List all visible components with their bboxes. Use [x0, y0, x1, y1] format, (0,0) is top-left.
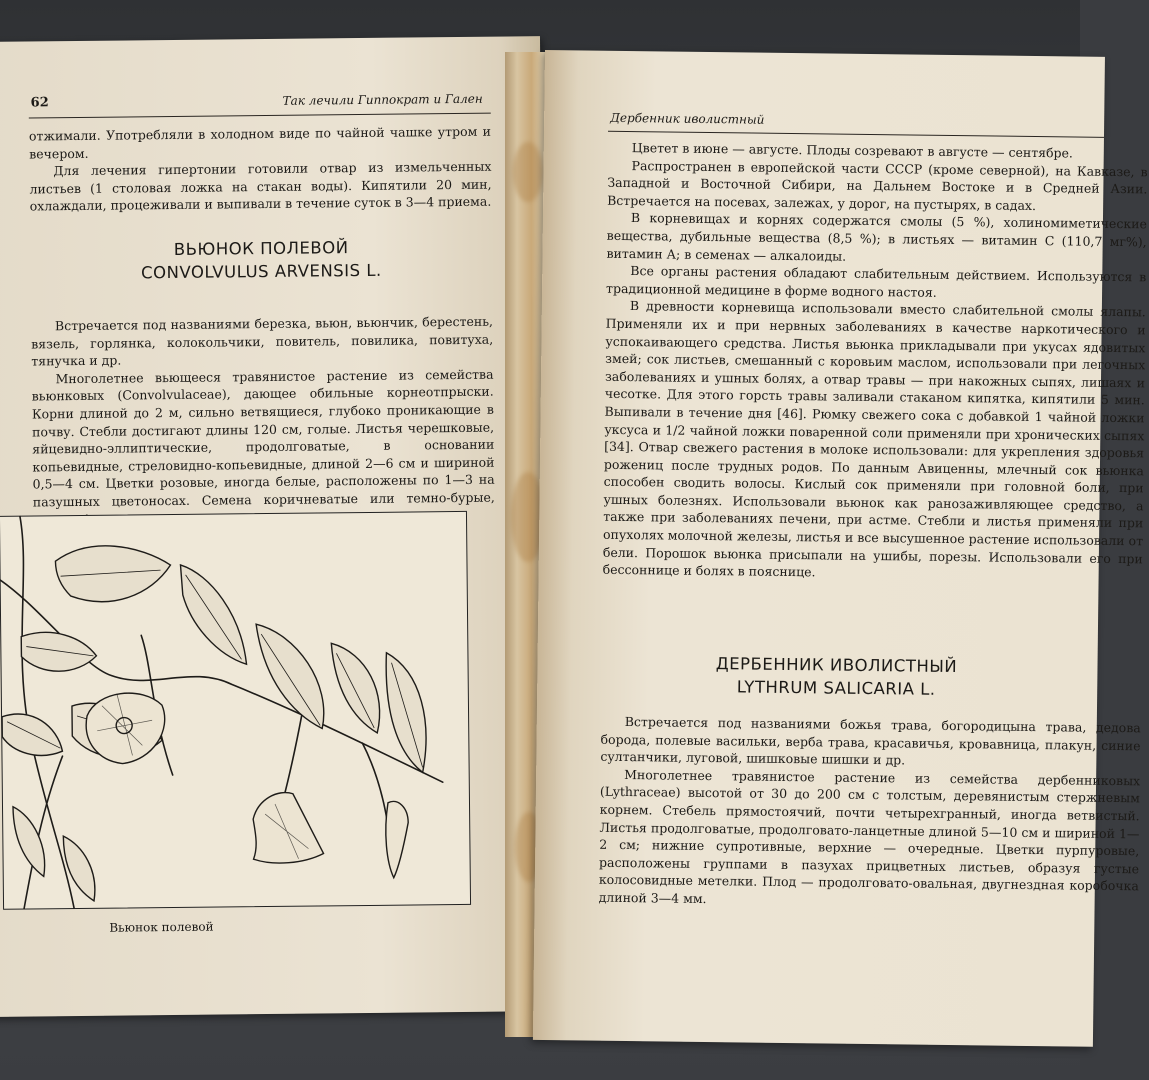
- section-title-ru: ДЕРБЕННИК ИВОЛИСТНЫЙ: [715, 654, 958, 677]
- paragraph: Встречается под названиями березка, вьюн, вьюнчик, берестень, вязель, горлянка, колокольчики, повитель, повилика, повитуха, тянучка и др.: [31, 313, 494, 369]
- figure-frame: [0, 511, 471, 910]
- paragraph: отжимали. Употребляли в холодном виде по чайной чашке утром и вечером.: [28, 123, 492, 162]
- section-title-latin: CONVOLVULUS ARVENSIS L.: [140, 260, 382, 283]
- paragraph: Цветет в июне — августе. Плоды созревают в августе — сентябре.: [631, 140, 1074, 161]
- right-intro-text: [603, 139, 1148, 585]
- paragraph: Распространен в европейской части СССР (кроме северной), на Кавказе, в Западной и Восточной Сибири, на Дальнем Востоке и в Средней Азии. Встречается на посевах, залежах, у дорог, на пустырях, в садах.: [607, 157, 1148, 213]
- page-number: 62: [30, 95, 49, 111]
- paragraph: Многолетнее травянистое растение из семейства дербенниковых (Lythraceae) высотой от 30 до 200 см с толстым, деревянистым стержневым корнем. Стебель прямостоячий, почти четырехгранный, иногда ветвистый. Листья продолговатые, продолговато-ланцетные длиной 5—10 см и шириной 1—2 см; нижние супротивные, верхние — очередные. Цветки пурпуровые, расположены группами в пазухах прицветных листьев, образуя густые колосовидные метелки. Плод — продолговато-овальная, двугнездная коробочка длиной 3—4 мм.: [598, 766, 1141, 906]
- running-header: Дербенник иволистный: [610, 110, 765, 127]
- paragraph: Встречается под названиями божья трава, богородицына трава, дедова борода, полевые васильки, верба трава, красавичья, кровавница, плакун, синие султанчики, луговой, шишковые шишки и др.: [600, 714, 1141, 768]
- paragraph: Для лечения гипертонии готовили отвар из измельченных листьев (1 столовая ложка на стакан воды). Кипятили 20 мин, охлаждали, процеживали и выпивали в течение суток в 3—4 приема.: [29, 158, 492, 214]
- section-title-latin: LYTHRUM SALICARIA L.: [736, 677, 936, 699]
- header-rule: [608, 131, 1104, 138]
- left-body-text: [31, 313, 495, 529]
- running-header: Так лечили Гиппократ и Гален: [282, 91, 483, 108]
- section-title: [601, 651, 1072, 703]
- section-title: [30, 235, 492, 286]
- left-page: [0, 36, 550, 1017]
- paragraph: Все органы растения обладают слабительным действием. Используются в традиционной медицине в форме водного настоя.: [606, 263, 1147, 300]
- paragraph: Многолетнее вьющееся травянистое растение из семейства вьюнковых (Convolvulaceae), дающее обильные корнеотпрыски. Корни длиной до 2 м, сильно ветвящиеся, глубоко проникающие в почву. Стебли достигают длины 120 см, голые. Листья черешковые, яйцевидно-эллиптические, продолговатые, в основании копьевидные, стреловидно-копьевидные, длиной 2—6 см и шириной 0,5—4 см. Цветки розовые, иногда белые, расположены по 1—3 на пазушных цветоносах. Семена коричневатые или темно-бурые,: [31, 366, 495, 510]
- right-page: [533, 50, 1148, 1047]
- left-intro-text: [29, 123, 492, 216]
- header-rule: [29, 113, 491, 119]
- right-body-text: [599, 713, 1141, 913]
- section-title-ru: ВЬЮНОК ПОЛЕВОЙ: [173, 238, 349, 259]
- figure-caption: Вьюнок полевой: [109, 919, 214, 935]
- foxing-stain: [513, 142, 543, 202]
- paragraph: В корневищах и корнях содержатся смолы (5 %), холиномиметические вещества, дубильные вещества (8,5 %); в листьях — витамин С (110,7 мг%), витамин А; в семенах — алкалоиды.: [606, 210, 1148, 264]
- paragraph: В древности корневища использовали вместо слабительной смолы ялапы. Применяли их и при нервных заболеваниях в качестве наркотического и успокаивающего средства. Листья вьюнка прикладывали при укусах ядовитых змей; сок листьев, смешанный с коровьим маслом, использовали при легочных заболеваниях и ушных болях, а отвар травы — при накожных сыпях, лишаях и чесотке. Для этого горсть травы заливали стаканом кипятка, кипятили 5 мин. Выпивали в течение дня [46]. Рюмку свежего сока с добавкой 1 чайной ложки уксуса и 1/2 чайной ложки поваренной соли применяли при хронических сыпях [34]. Отвар свежего растения в молоке использовали: для укрепления здоровья рожениц после трудных родов. По данным Авиценны, млечный сок вьюнка способен сводить волосы. Кислый сок применяли при головной боли, при ушных болезнях. Использовали вьюнок как ранозаживляющее средство, а также при заболеваниях печени, при астме. Стебли и листья применяли при опухолях молочной железы, листья и все высушенное растение использовали от бели. Порошок вьюнка присыпали на ушибы, порезы. Использовали его при бессоннице и болях в пояснице.: [602, 298, 1146, 580]
- bindweed-illustration: [0, 512, 470, 909]
